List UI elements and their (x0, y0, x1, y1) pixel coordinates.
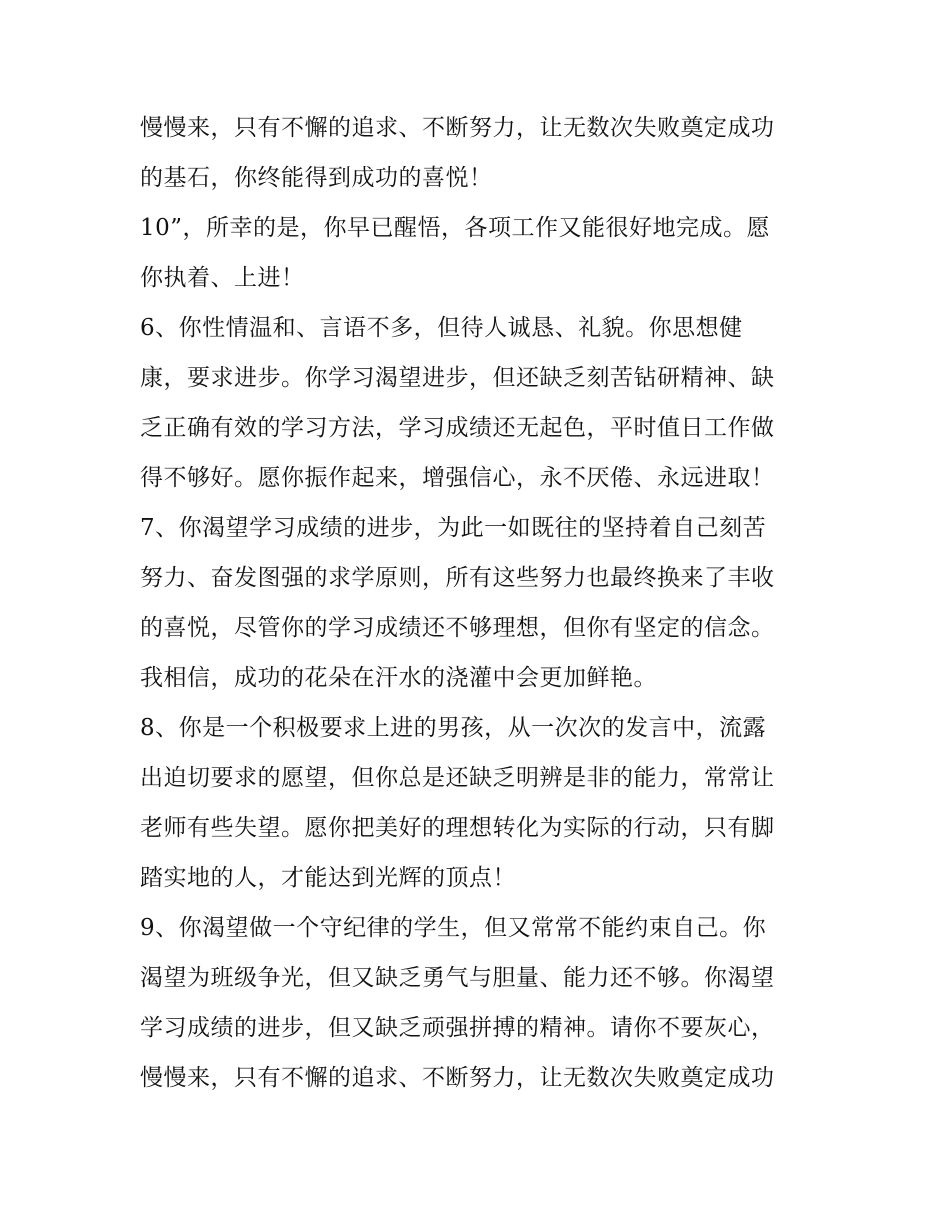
text-line: 学习成绩的进步，但又缺乏顽强拼搏的精神。请你不要灰心， (140, 1015, 775, 1041)
text-line: 9、你渴望做一个守纪律的学生，但又常常不能约束自己。你 (140, 915, 767, 941)
text-line: 6、你性情温和、言语不多，但待人诚恳、礼貌。你思想健 (140, 315, 743, 341)
text-line: 得不够好。愿你振作起来，增强信心，永不厌倦、永远进取！ (140, 465, 775, 491)
text-line: 的基石，你终能得到成功的喜悦！ (140, 165, 493, 191)
text-line: 7、你渴望学习成绩的进步，为此一如既往的坚持着自己刻苦 (140, 515, 767, 541)
text-line: 努力、奋发图强的求学原则，所有这些努力也最终换来了丰收 (140, 565, 775, 591)
document-body (140, 103, 820, 1103)
text-line: 我相信，成功的花朵在汗水的浇灌中会更加鲜艳。 (140, 665, 657, 691)
text-line: 8、你是一个积极要求上进的男孩，从一次次的发言中，流露 (140, 715, 767, 741)
text-line: 10”，所幸的是，你早已醒悟，各项工作又能很好地完成。愿 (140, 215, 771, 241)
text-line: 渴望为班级争光，但又缺乏勇气与胆量、能力还不够。你渴望 (140, 965, 775, 991)
text-line: 的喜悦，尽管你的学习成绩还不够理想，但你有坚定的信念。 (140, 615, 775, 641)
text-line: 老师有些失望。愿你把美好的理想转化为实际的行动，只有脚 (140, 815, 775, 841)
text-line: 慢慢来，只有不懈的追求、不断努力，让无数次失败奠定成功 (140, 115, 775, 141)
text-line: 你执着、上进！ (140, 265, 305, 291)
text-line: 踏实地的人，才能达到光辉的顶点！ (140, 865, 516, 891)
text-line: 出迫切要求的愿望，但你总是还缺乏明辨是非的能力，常常让 (140, 765, 775, 791)
text-line: 乏正确有效的学习方法，学习成绩还无起色，平时值日工作做 (140, 415, 775, 441)
text-line: 康，要求进步。你学习渴望进步，但还缺乏刻苦钻研精神、缺 (140, 365, 775, 391)
text-line: 慢慢来，只有不懈的追求、不断努力，让无数次失败奠定成功 (140, 1065, 775, 1091)
